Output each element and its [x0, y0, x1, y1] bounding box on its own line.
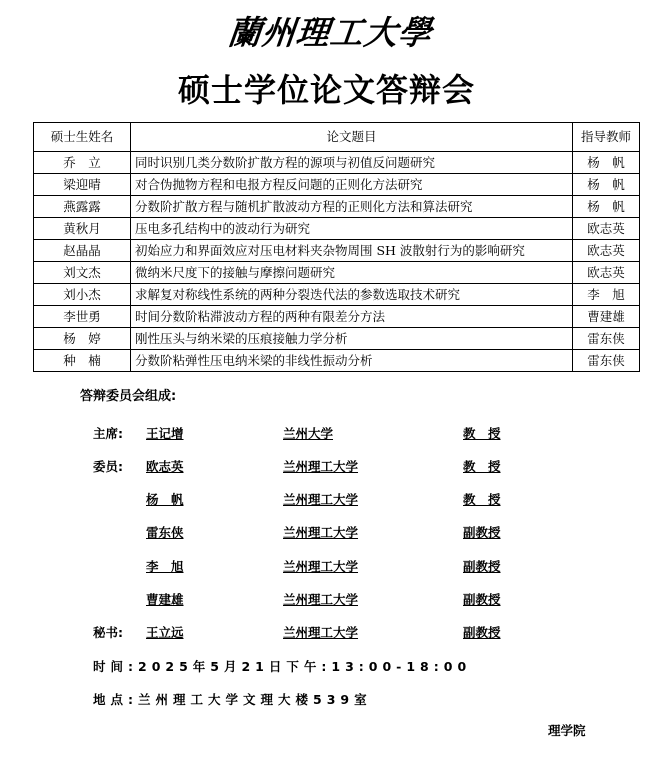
advisor-name: 杨 帆 — [573, 174, 640, 196]
committee-heading: 答辩委员会组成: — [80, 389, 177, 404]
member-name: 曹建雄 — [146, 592, 184, 607]
table-row — [34, 328, 640, 350]
defense-time: 时间:2025年5月21日下午:13:00-18:00 — [93, 659, 472, 674]
member-name: 王立远 — [146, 625, 184, 640]
table-header-row — [34, 123, 640, 152]
advisor-name: 欧志英 — [573, 218, 640, 240]
table-row — [34, 262, 640, 284]
advisor-name: 杨 帆 — [573, 196, 640, 218]
advisor-name: 欧志英 — [573, 262, 640, 284]
student-name: 刘文杰 — [34, 262, 131, 284]
member-title: 教 授 — [463, 459, 501, 474]
issuing-department: 理学院 — [548, 723, 586, 738]
table-row — [34, 174, 640, 196]
thesis-topic: 对合伪抛物方程和电报方程反问题的正则化方法研究 — [131, 174, 573, 196]
advisor-name: 曹建雄 — [573, 306, 640, 328]
committee-member — [0, 523, 653, 543]
member-org: 兰州理工大学 — [283, 492, 359, 507]
committee-member — [0, 623, 653, 643]
header-topic: 论文题目 — [131, 123, 573, 152]
member-org: 兰州理工大学 — [283, 592, 359, 607]
thesis-topic: 微纳米尺度下的接触与摩擦问题研究 — [131, 262, 573, 284]
university-logo: 蘭州理工大學 — [226, 13, 435, 52]
member-org: 兰州理工大学 — [283, 525, 359, 540]
member-title: 教 授 — [463, 426, 501, 441]
thesis-topic: 刚性压头与纳米梁的压痕接触力学分析 — [131, 328, 573, 350]
member-org: 兰州理工大学 — [283, 459, 359, 474]
member-name: 王记增 — [146, 426, 184, 441]
committee-member — [0, 424, 653, 444]
thesis-topic: 求解复对称线性系统的两种分裂迭代法的参数选取技术研究 — [131, 284, 573, 306]
table-row — [34, 350, 640, 372]
committee-member — [0, 557, 653, 577]
committee-member — [0, 490, 653, 510]
member-org: 兰州理工大学 — [283, 559, 359, 574]
advisor-name: 杨 帆 — [573, 152, 640, 174]
defense-location: 地点:兰州理工大学文理大楼539室 — [93, 692, 372, 707]
student-name: 黄秋月 — [34, 218, 131, 240]
member-name: 雷东侠 — [146, 525, 184, 540]
committee-member — [0, 457, 653, 477]
student-name: 李世勇 — [34, 306, 131, 328]
advisor-name: 雷东侠 — [573, 328, 640, 350]
member-title: 副教授 — [463, 592, 501, 607]
student-name: 刘小杰 — [34, 284, 131, 306]
table-row — [34, 306, 640, 328]
advisor-name: 雷东侠 — [573, 350, 640, 372]
member-role: 委员: — [93, 459, 123, 474]
thesis-topic: 分数阶粘弹性压电纳米梁的非线性振动分析 — [131, 350, 573, 372]
member-org: 兰州大学 — [283, 426, 334, 441]
table-row — [34, 152, 640, 174]
member-name: 欧志英 — [146, 459, 184, 474]
thesis-topic: 同时识别几类分数阶扩散方程的源项与初值反问题研究 — [131, 152, 573, 174]
page-title: 硕士学位论文答辩会 — [177, 71, 475, 109]
header-name: 硕士生姓名 — [34, 123, 131, 152]
advisor-name: 李 旭 — [573, 284, 640, 306]
member-title: 副教授 — [463, 525, 501, 540]
table-row — [34, 218, 640, 240]
header-advisor: 指导教师 — [573, 123, 640, 152]
student-name: 乔 立 — [34, 152, 131, 174]
thesis-topic: 分数阶扩散方程与随机扩散波动方程的正则化方法和算法研究 — [131, 196, 573, 218]
member-org: 兰州理工大学 — [283, 625, 359, 640]
member-name: 杨 帆 — [146, 492, 184, 507]
member-title: 教 授 — [463, 492, 501, 507]
thesis-topic: 压电多孔结构中的波动行为研究 — [131, 218, 573, 240]
thesis-table — [33, 122, 640, 372]
member-title: 副教授 — [463, 559, 501, 574]
table-row — [34, 196, 640, 218]
student-name: 梁迎晴 — [34, 174, 131, 196]
member-name: 李 旭 — [146, 559, 184, 574]
member-title: 副教授 — [463, 625, 501, 640]
table-row — [34, 284, 640, 306]
thesis-topic: 时间分数阶粘滞波动方程的两种有限差分方法 — [131, 306, 573, 328]
thesis-topic: 初始应力和界面效应对压电材料夹杂物周围 SH 波散射行为的影响研究 — [131, 240, 573, 262]
student-name: 种 楠 — [34, 350, 131, 372]
committee-member — [0, 590, 653, 610]
table-row — [34, 240, 640, 262]
student-name: 杨 婷 — [34, 328, 131, 350]
student-name: 赵晶晶 — [34, 240, 131, 262]
member-role: 秘书: — [93, 625, 123, 640]
student-name: 燕露露 — [34, 196, 131, 218]
member-role: 主席: — [93, 426, 123, 441]
advisor-name: 欧志英 — [573, 240, 640, 262]
